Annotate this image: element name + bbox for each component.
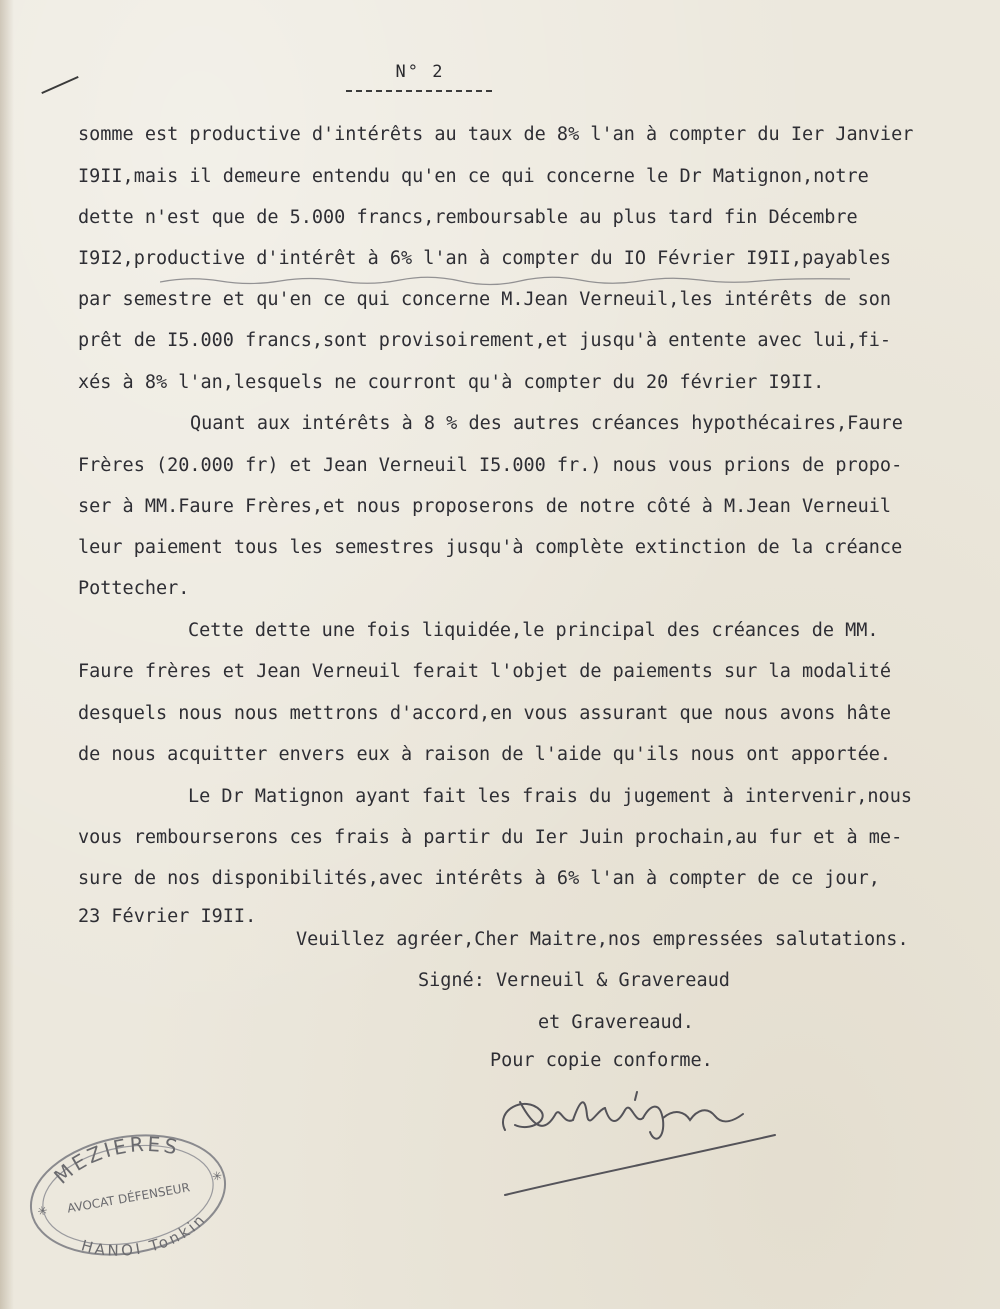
body-line: xés à 8% l'an,lesquels ne courront qu'à compter du 20 février I9II. [78, 372, 825, 393]
body-line: Faure frères et Jean Verneuil ferait l'objet de paiements sur la modalité [78, 661, 892, 682]
stamp-place: HANOI Tonkin [79, 1209, 211, 1260]
body-line: leur paiement tous les semestres jusqu'à complète extinction de la créance [78, 537, 903, 558]
body-line: somme est productive d'intérêts au taux de 8% l'an à compter du Ier Janvier [78, 124, 914, 145]
signed-by-continuation: et Gravereaud. [538, 1012, 694, 1033]
signed-by: Signé: Verneuil & Gravereaud [418, 970, 730, 991]
body-line: par semestre et qu'en ce qui concerne M.Jean Verneuil,les intérêts de son [78, 289, 892, 310]
body-line: Cette dette une fois liquidée,le principal des créances de MM. [188, 620, 879, 641]
body-line: prêt de I5.000 francs,sont provisoirement,et jusqu'à entente avec lui,fi- [78, 330, 892, 351]
body-line: I9I2,productive d'intérêt à 6% l'an à compter du IO Février I9II,payables [78, 248, 892, 269]
page-number: N° 2 [395, 62, 445, 82]
handwritten-signature [485, 1070, 785, 1200]
certified-copy-note: Pour copie conforme. [490, 1050, 713, 1071]
svg-text:✳: ✳ [36, 1203, 49, 1219]
wavy-underline-mark [160, 274, 860, 288]
body-line: ser à MM.Faure Frères,et nous proposerons de notre côté à M.Jean Verneuil [78, 496, 892, 517]
closing-salutation: Veuillez agréer,Cher Maitre,nos empressées salutations. [296, 929, 909, 950]
body-line: desquels nous nous mettrons d'accord,en vous assurant que nous avons hâte [78, 703, 892, 724]
body-line: I9II,mais il demeure entendu qu'en ce qui concerne le Dr Matignon,notre [78, 166, 869, 187]
page-edge-shadow [0, 0, 14, 1309]
body-line: de nous acquitter envers eux à raison de l'aide qu'ils nous ont apportée. [78, 744, 892, 765]
svg-text:✳: ✳ [210, 1168, 224, 1185]
body-line: Le Dr Matignon ayant fait les frais du jugement à intervenir,nous [188, 786, 912, 807]
body-line: Pottecher. [78, 578, 190, 599]
body-line: Quant aux intérêts à 8 % des autres créances hypothécaires,Faure [190, 413, 903, 434]
body-line: 23 Février I9II. [78, 906, 257, 927]
lawyer-stamp [18, 1130, 238, 1260]
stamp-title: AVOCAT DÉFENSEUR [66, 1180, 191, 1216]
body-line: Frères (20.000 fr) et Jean Verneuil I5.000 fr.) nous vous prions de propo- [78, 455, 903, 476]
pencil-mark [41, 76, 78, 94]
body-line: vous rembourserons ces frais à partir du Ier Juin prochain,au fur et à me- [78, 827, 903, 848]
page-number-underline [346, 90, 492, 92]
body-line: sure de nos disponibilités,avec intérêts à 6% l'an à compter de ce jour, [78, 868, 880, 889]
stamp-name: MEZIERES [49, 1131, 183, 1189]
body-line: dette n'est que de 5.000 francs,remboursable au plus tard fin Décembre [78, 207, 858, 228]
